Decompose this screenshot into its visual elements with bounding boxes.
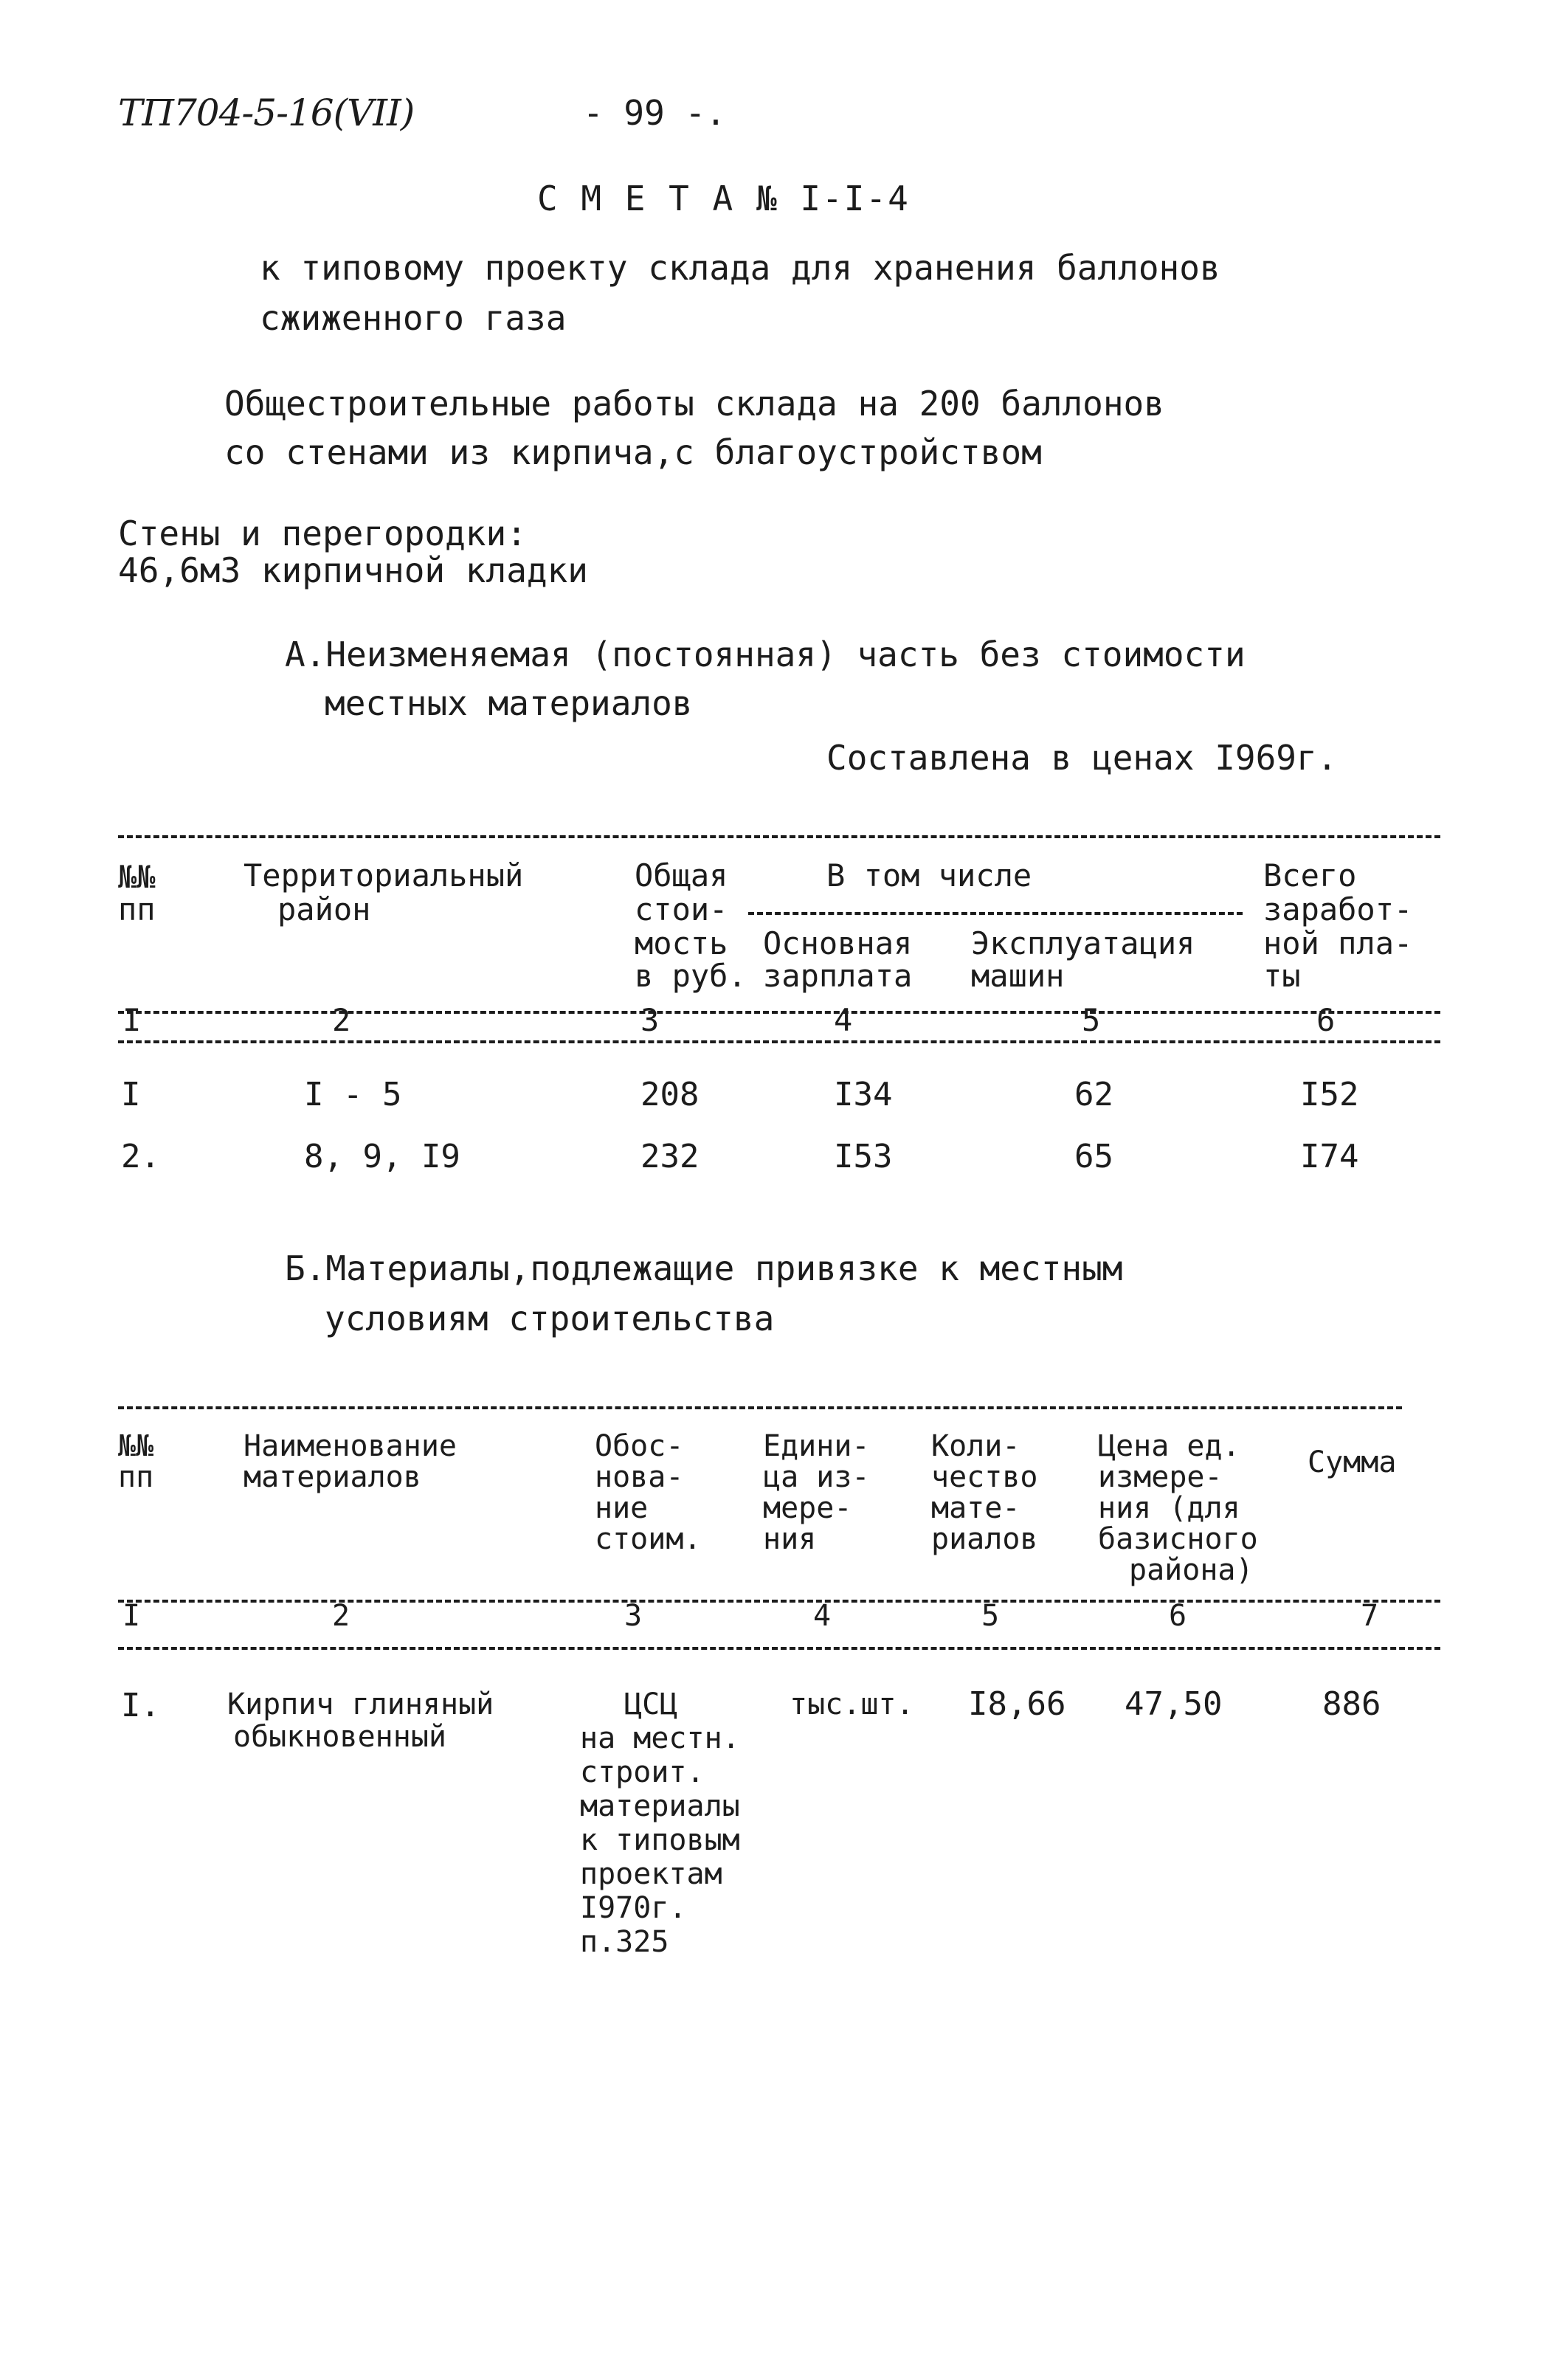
table-b-header-unit-price: базисного xyxy=(1098,1522,1258,1556)
table-a-header-all-wages: ты xyxy=(1263,958,1301,994)
section-intro-line-2: 46,6м3 кирпичной кладки xyxy=(118,550,588,590)
table-b-header-unit: мере- xyxy=(763,1491,852,1525)
table-a-header-total: Общая xyxy=(635,857,728,894)
table-a-header-including: В том числе xyxy=(826,857,1032,894)
part-a-title-line-1: А.Неизменяемая (постоянная) часть без стоимости xyxy=(285,635,1246,674)
document-code: ТП704-5-16(VII) xyxy=(118,91,415,134)
table-a-column-number: 5 xyxy=(1082,1002,1101,1038)
row-basis: проектам xyxy=(580,1857,722,1891)
table-a-header-num: №№ xyxy=(118,859,156,895)
table-b-header-unit-price: района) xyxy=(1129,1553,1254,1587)
row-machines: 65 xyxy=(1074,1138,1113,1175)
row-number: I. xyxy=(121,1687,160,1724)
table-a-header-all-wages: ной пла- xyxy=(1263,925,1413,961)
table-a-subheader-rule xyxy=(748,912,1243,915)
table-a-header-all-wages: Всего xyxy=(1263,857,1357,894)
row-quantity: I8,66 xyxy=(968,1685,1066,1723)
table-b-header-unit-price: измере- xyxy=(1098,1460,1223,1494)
row-basis: на местн. xyxy=(580,1721,740,1755)
row-machines: 62 xyxy=(1074,1076,1113,1113)
row-number: 2. xyxy=(121,1138,160,1175)
table-b-header-basis: Обос- xyxy=(595,1429,684,1463)
table-b-header-num: пп xyxy=(118,1460,154,1494)
table-b-header-unit: ния xyxy=(763,1522,817,1556)
row-total-cost: 232 xyxy=(640,1138,700,1175)
table-a-column-number: 3 xyxy=(640,1002,660,1038)
title-line-1: к типовому проекту склада для хранения баллонов xyxy=(260,248,1220,288)
section-intro-line-1: Стены и перегородки: xyxy=(118,514,527,553)
row-sum: 886 xyxy=(1322,1685,1381,1723)
part-b-title-line-2: условиям строительства xyxy=(325,1299,775,1338)
subject-line-1: Общестроительные работы склада на 200 баллонов xyxy=(224,384,1164,424)
estimate-title: С М Е Т А № I-I-4 xyxy=(537,179,910,218)
table-a-header-machines: машин xyxy=(971,958,1065,994)
row-basis: материалы xyxy=(580,1789,740,1823)
subject-line-2: со стенами из кирпича,с благоустройством xyxy=(224,432,1042,472)
row-unit: тыс.шт. xyxy=(790,1687,914,1721)
table-a-header-total: стои- xyxy=(635,891,728,927)
prices-note: Составлена в ценах I969г. xyxy=(826,738,1338,778)
row-total-cost: 208 xyxy=(640,1076,700,1113)
table-b-header-basis: стоим. xyxy=(595,1522,702,1556)
row-material-name: обыкновенный xyxy=(233,1720,446,1754)
row-unit-price: 47,50 xyxy=(1125,1685,1223,1723)
table-a-column-number: 4 xyxy=(834,1002,853,1038)
table-b-header-unit-price: Цена ед. xyxy=(1098,1429,1240,1463)
row-basis: п.325 xyxy=(580,1925,669,1959)
table-b-column-number: 5 xyxy=(981,1599,1000,1633)
table-a-header-total: в руб. xyxy=(635,958,747,994)
row-number: I xyxy=(121,1076,141,1113)
table-b-column-number: I xyxy=(122,1599,141,1633)
table-b-header-basis: нова- xyxy=(595,1460,684,1494)
row-basis: ЦСЦ xyxy=(624,1687,678,1721)
row-material-name: Кирпич глиняный xyxy=(227,1687,494,1721)
table-a-column-number: 2 xyxy=(332,1002,351,1038)
table-b-header-unit-price: ния (для xyxy=(1098,1491,1240,1525)
row-all-wages: I52 xyxy=(1300,1076,1359,1113)
table-b-column-number: 3 xyxy=(624,1599,643,1633)
table-b-header-name: материалов xyxy=(244,1460,421,1494)
table-b-column-number: 7 xyxy=(1361,1599,1379,1633)
row-region: 8, 9, I9 xyxy=(304,1138,460,1175)
table-a-header-machines: Эксплуатация xyxy=(971,925,1195,961)
table-a-body-rule xyxy=(118,1040,1440,1043)
part-b-title-line-1: Б.Материалы,подлежащие привязке к местным xyxy=(285,1248,1123,1288)
row-all-wages: I74 xyxy=(1300,1138,1359,1175)
table-a-column-number: I xyxy=(122,1002,142,1038)
table-b-column-number: 4 xyxy=(813,1599,832,1633)
row-basis: строит. xyxy=(580,1755,705,1789)
table-b-header-name: Наименование xyxy=(244,1429,457,1463)
table-a-header-wages: зарплата xyxy=(763,958,913,994)
table-a-top-rule xyxy=(118,835,1440,838)
table-b-header-unit: ца из- xyxy=(763,1460,870,1494)
table-b-header-quantity: мате- xyxy=(931,1491,1020,1525)
table-b-header-quantity: Коли- xyxy=(931,1429,1020,1463)
table-b-header-quantity: риалов xyxy=(931,1522,1038,1556)
table-a-header-num: пп xyxy=(118,891,156,927)
table-a-header-region: район xyxy=(277,891,371,927)
row-region: I - 5 xyxy=(304,1076,402,1113)
table-a-column-number: 6 xyxy=(1316,1002,1336,1038)
table-a-header-total: мость xyxy=(635,925,728,961)
table-b-top-rule xyxy=(118,1406,1402,1409)
part-a-title-line-2: местных материалов xyxy=(325,683,693,723)
table-a-header-rule xyxy=(118,1011,1440,1014)
table-b-header-unit: Едини- xyxy=(763,1429,870,1463)
table-b-column-number: 2 xyxy=(332,1599,350,1633)
title-line-2: сжиженного газа xyxy=(260,298,567,338)
row-basis: I970г. xyxy=(580,1891,687,1925)
table-b-header-num: №№ xyxy=(118,1429,154,1463)
table-b-header-rule xyxy=(118,1600,1440,1603)
table-b-body-rule xyxy=(118,1647,1440,1650)
table-b-header-sum: Сумма xyxy=(1308,1445,1397,1479)
table-a-header-wages: Основная xyxy=(763,925,913,961)
table-b-column-number: 6 xyxy=(1169,1599,1187,1633)
table-b-header-basis: ние xyxy=(595,1491,649,1525)
table-a-header-all-wages: заработ- xyxy=(1263,891,1413,927)
table-b-header-quantity: чество xyxy=(931,1460,1038,1494)
row-wages: I34 xyxy=(834,1076,893,1113)
page-number: - 99 -. xyxy=(583,93,726,133)
row-basis: к типовым xyxy=(580,1823,740,1857)
row-wages: I53 xyxy=(834,1138,893,1175)
table-a-header-region: Территориальный xyxy=(244,857,524,894)
